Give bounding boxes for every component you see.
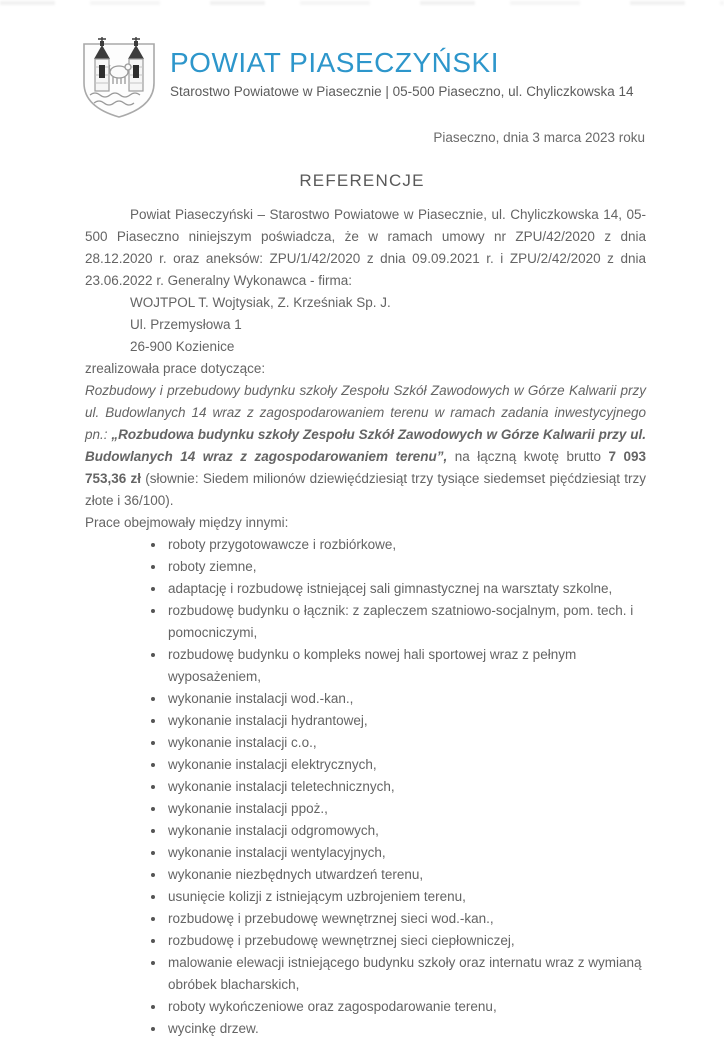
- work-items-list: [85, 534, 646, 1040]
- contractor-name: WOJTPOL T. Wojtysiak, Z. Krześniak Sp. J.: [130, 295, 391, 310]
- work-item: • wykonanie instalacji hydrantowej,: [166, 710, 646, 732]
- document-body: [85, 204, 646, 1040]
- work-item: • rozbudowę budynku o łącznik: z zapleczem szatniowo-socjalnym, pom. tech. i pomocniczymi,: [166, 600, 646, 644]
- contract-amount: 7 093 753,36 zł: [85, 449, 646, 486]
- coat-of-arms-icon: [78, 37, 160, 121]
- org-address: Starostwo Powiatowe w Piasecznie | 05-500 Piaseczno, ul. Chyliczkowska 14: [170, 84, 634, 100]
- letterhead-text: [170, 37, 633, 99]
- work-item: • wykonanie niezbędnych utwardzeń terenu,: [166, 864, 646, 886]
- work-list-intro: Prace obejmowały między innymi:: [85, 515, 289, 530]
- project-description-paragraph: [85, 380, 646, 512]
- work-item: • roboty wykończeniowe oraz zagospodarowanie terenu,: [166, 996, 646, 1018]
- project-description: Rozbudowy i przebudowy budynku szkoły Zespołu Szkół Zawodowych w Górze Kalwarii przy ul. Budowlanych 14 wraz z zagospodarowaniem terenu w ramach zadania inwestycyjnego pn.:: [85, 383, 646, 442]
- work-item: • wykonanie instalacji c.o.,: [166, 732, 646, 754]
- work-item: • wykonanie instalacji odgromowych,: [166, 820, 646, 842]
- work-item: • rozbudowę budynku o kompleks nowej hali sportowej wraz z pełnym wyposażeniem,: [166, 644, 646, 688]
- work-item: • wykonanie instalacji teletechnicznych,: [166, 776, 646, 798]
- work-item: • malowanie elewacji istniejącego budynku szkoły oraz internatu wraz z wymianą obróbek blacharskich,: [166, 952, 646, 996]
- work-item: • roboty ziemne,: [166, 556, 646, 578]
- work-item: • wycinkę drzew.: [166, 1018, 646, 1040]
- org-name: POWIAT PIASECZYŃSKI: [170, 47, 499, 78]
- contractor-city: 26-900 Kozienice: [130, 339, 235, 354]
- work-item: • rozbudowę i przebudowę wewnętrznej sieci wod.-kan.,: [166, 908, 646, 930]
- amount-in-words: (słownie: Siedem milionów dziewięćdziesiąt trzy tysiące siedemset pięćdziesiąt trzy złote i 36/100).: [85, 471, 646, 508]
- contractor-street: Ul. Przemysłowa 1: [130, 317, 242, 332]
- amount-lead: na łączną kwotę brutto: [447, 449, 609, 464]
- letterhead: [78, 37, 633, 121]
- work-item: • wykonanie instalacji wentylacyjnych,: [166, 842, 646, 864]
- work-item: • wykonanie instalacji wod.-kan.,: [166, 688, 646, 710]
- scan-edge-artifact: [0, 1, 724, 5]
- work-item: • adaptację i rozbudowę istniejącej sali gimnastycznej na warsztaty szkolne,: [166, 578, 646, 600]
- contractor-address-block: [130, 292, 646, 358]
- work-item: • roboty przygotowawcze i rozbiórkowe,: [166, 534, 646, 556]
- intro-paragraph: Powiat Piaseczyński – Starostwo Powiatowe w Piasecznie, ul. Chyliczkowska 14, 05-500 Piaseczno niniejszym poświadcza, że w ramach umowy nr ZPU/42/2020 z dnia 28.12.2020 r. oraz aneksów: ZPU/1/42/2020 z dnia 09.09.2021 r. i ZPU/2/42/2020 z dnia 23.06.2022 r. Generalny Wykonawca - firma:: [85, 207, 646, 288]
- document-title: REFERENCJE: [299, 171, 425, 190]
- work-item: • wykonanie instalacji elektrycznych,: [166, 754, 646, 776]
- dateline: Piaseczno, dnia 3 marca 2023 roku: [433, 130, 645, 145]
- work-item: • wykonanie instalacji ppoż.,: [166, 798, 646, 820]
- works-intro: zrealizowała prace dotyczące:: [85, 361, 266, 376]
- project-task-name: „Rozbudowa budynku szkoły Zespołu Szkół Zawodowych w Górze Kalwarii przy ul. Budowlanych 14 wraz z zagospodarowaniem terenu”,: [85, 427, 646, 464]
- work-item: • rozbudowę i przebudowę wewnętrznej sieci ciepłowniczej,: [166, 930, 646, 952]
- work-item: • usunięcie kolizji z istniejącym uzbrojeniem terenu,: [166, 886, 646, 908]
